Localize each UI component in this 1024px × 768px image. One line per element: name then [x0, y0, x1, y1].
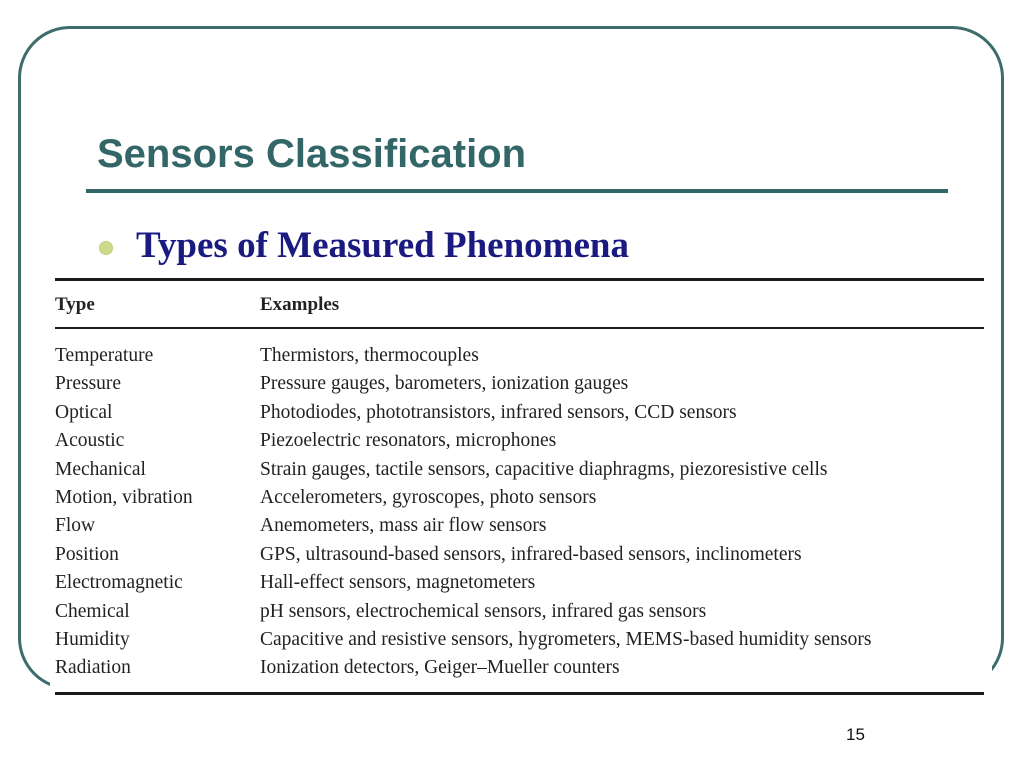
- header-type: Type: [55, 294, 95, 315]
- cell-examples: Ionization detectors, Geiger–Mueller counters: [260, 657, 620, 679]
- cell-examples: Photodiodes, phototransistors, infrared sensors, CCD sensors: [260, 401, 737, 423]
- table-row: [50, 456, 992, 484]
- table-row: [50, 427, 992, 455]
- cell-examples: Capacitive and resistive sensors, hygrometers, MEMS-based humidity sensors: [260, 628, 872, 650]
- cell-type: Temperature: [55, 345, 154, 366]
- cell-type: Radiation: [55, 657, 131, 679]
- table-row: [50, 569, 992, 597]
- page-number: 15: [846, 725, 865, 744]
- cell-type: Mechanical: [55, 458, 146, 480]
- bullet-text: Types of Measured Phenomena: [136, 225, 629, 266]
- cell-examples: pH sensors, electrochemical sensors, infrared gas sensors: [260, 600, 707, 622]
- cell-examples: GPS, ultrasound-based sensors, infrared-based sensors, inclinometers: [260, 543, 802, 565]
- bullet-dot-icon: [99, 241, 113, 255]
- table-row: [50, 541, 992, 569]
- cell-type: Electromagnetic: [55, 572, 183, 594]
- sensor-types-table: [50, 278, 992, 696]
- table-row: [50, 342, 992, 370]
- table-row: [50, 484, 992, 512]
- cell-type: Flow: [55, 515, 96, 537]
- cell-examples: Strain gauges, tactile sensors, capacitive diaphragms, piezoresistive cells: [260, 458, 828, 480]
- cell-type: Acoustic: [55, 430, 125, 452]
- table-bottom-rule: [55, 692, 984, 695]
- table-body: [50, 342, 992, 683]
- table-row: [50, 370, 992, 398]
- table-row: [50, 399, 992, 427]
- table-row: [50, 626, 992, 654]
- cell-type: Position: [55, 543, 119, 565]
- cell-examples: Accelerometers, gyroscopes, photo sensors: [260, 486, 597, 508]
- cell-type: Motion, vibration: [55, 486, 193, 508]
- cell-type: Humidity: [55, 628, 130, 650]
- cell-examples: Thermistors, thermocouples: [260, 345, 479, 366]
- table-row: [50, 598, 992, 626]
- cell-examples: Piezoelectric resonators, microphones: [260, 430, 557, 452]
- cell-examples: Hall-effect sensors, magnetometers: [260, 572, 536, 594]
- table-top-rule: [55, 278, 984, 281]
- cell-type: Chemical: [55, 600, 130, 622]
- header-examples: Examples: [260, 294, 340, 315]
- cell-type: Optical: [55, 401, 113, 423]
- slide-title: Sensors Classification: [97, 132, 527, 176]
- cell-examples: Pressure gauges, barometers, ionization gauges: [260, 373, 629, 395]
- cell-examples: Anemometers, mass air flow sensors: [260, 515, 547, 537]
- table-row: [50, 512, 992, 540]
- table-row: [50, 654, 992, 682]
- cell-type: Pressure: [55, 373, 122, 395]
- table-header-rule: [55, 327, 984, 329]
- title-underline: [86, 189, 948, 193]
